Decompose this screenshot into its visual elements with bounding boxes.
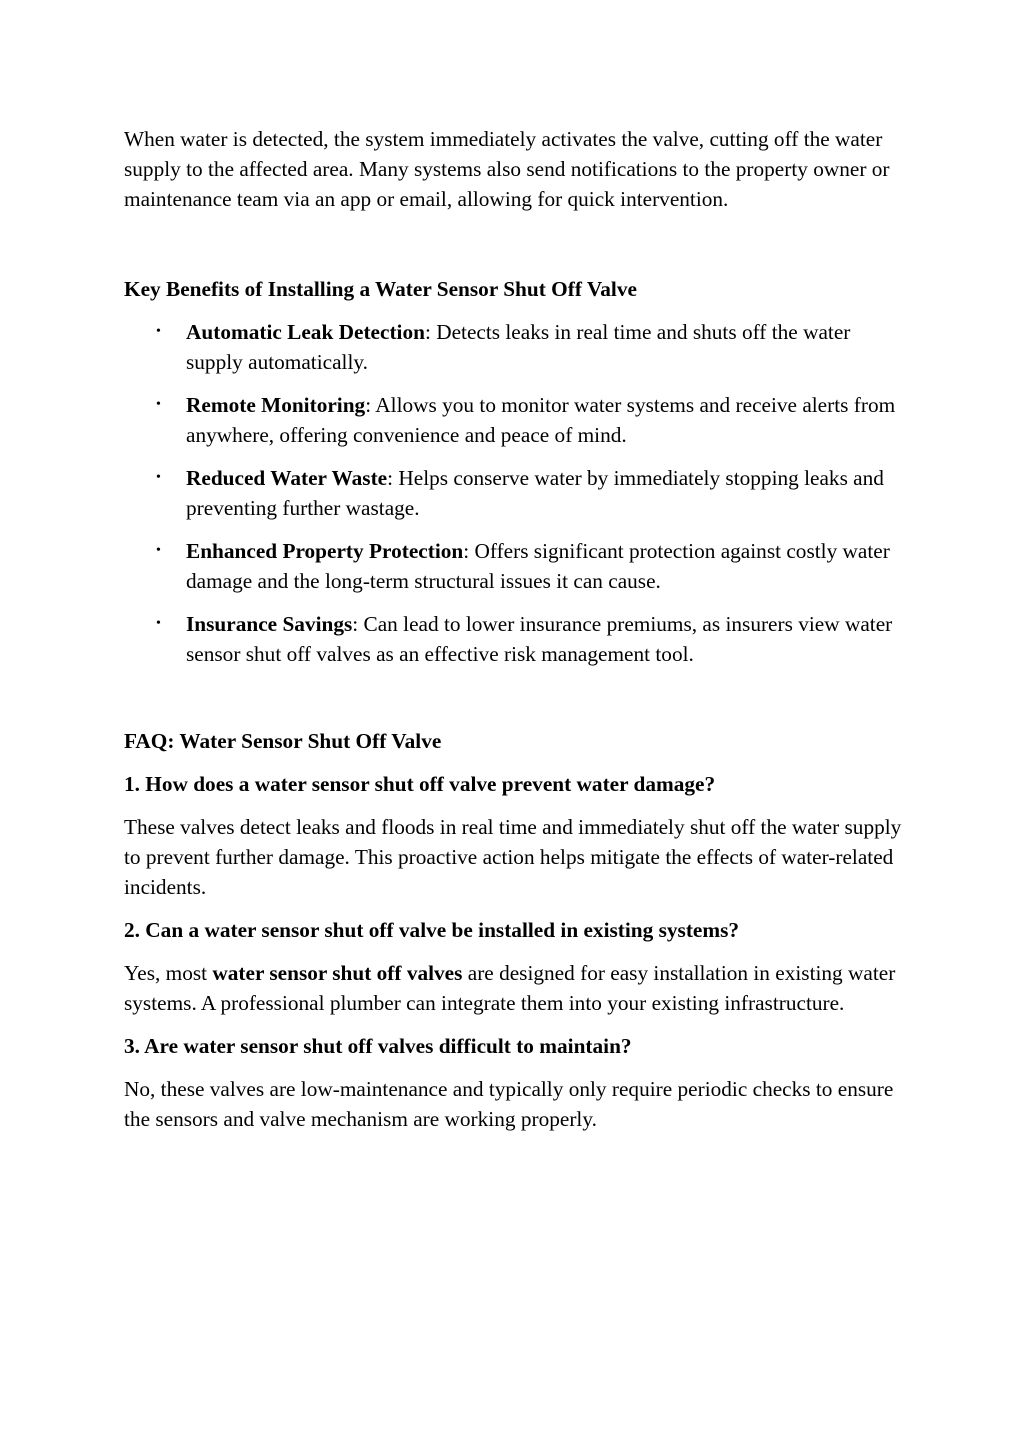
list-item	[156, 609, 904, 669]
benefit-text: : Helps conserve water by immediately stopping leaks and preventing further wastage.	[186, 466, 884, 520]
faq-answer	[124, 812, 904, 902]
intro-paragraph: When water is detected, the system immediately activates the valve, cutting off the water supply to the affected area. Many systems also send notifications to the property owner or maintenance team via an app or email, allowing for quick intervention.	[124, 127, 890, 211]
bullet-icon: •	[156, 324, 161, 339]
bullet-icon: •	[156, 616, 161, 631]
faq-question: 2. Can a water sensor shut off valve be installed in existing systems?	[124, 918, 740, 942]
list-item	[156, 536, 904, 596]
faq-answer	[124, 1074, 904, 1134]
benefits-heading: Key Benefits of Installing a Water Sensor Shut Off Valve	[124, 277, 637, 301]
faq-answer-text: are designed for easy installation in existing water systems. A professional plumber can integrate them into your existing infrastructure.	[124, 961, 896, 1015]
faq-answer	[124, 958, 904, 1018]
faq-question: 1. How does a water sensor shut off valve prevent water damage?	[124, 772, 716, 796]
benefit-term: Reduced Water Waste	[186, 466, 388, 490]
benefit-term: Enhanced Property Protection	[186, 539, 464, 563]
benefit-term: Insurance Savings	[186, 612, 353, 636]
list-item	[156, 390, 904, 450]
benefit-text: : Detects leaks in real time and shuts off the water supply automatically.	[186, 320, 851, 374]
faq-answer-text: No, these valves are low-maintenance and typically only require periodic checks to ensure the sensors and valve mechanism are working properly.	[124, 1077, 894, 1131]
faq-answer-text: These valves detect leaks and floods in real time and immediately shut off the water supply to prevent further damage. This proactive action helps mitigate the effects of water-related incidents.	[124, 815, 902, 899]
benefit-term: Automatic Leak Detection	[186, 320, 425, 344]
bullet-icon: •	[156, 543, 161, 558]
faq-answer-text: Yes, most	[124, 961, 213, 985]
bullet-icon: •	[156, 470, 161, 485]
benefit-text: : Can lead to lower insurance premiums, as insurers view water sensor shut off valves as an effective risk management tool.	[186, 612, 893, 666]
list-item	[156, 463, 904, 523]
benefit-term: Remote Monitoring	[186, 393, 366, 417]
faq-heading: FAQ: Water Sensor Shut Off Valve	[124, 729, 442, 753]
document-page	[124, 124, 904, 1147]
faq-question: 3. Are water sensor shut off valves difficult to maintain?	[124, 1034, 632, 1058]
bullet-icon: •	[156, 397, 161, 412]
benefits-list	[124, 317, 904, 669]
benefit-text: : Offers significant protection against costly water damage and the long-term structural issues it can cause.	[186, 539, 890, 593]
benefit-text: : Allows you to monitor water systems and receive alerts from anywhere, offering convenience and peace of mind.	[186, 393, 896, 447]
list-item	[156, 317, 904, 377]
faq-answer-emphasis: water sensor shut off valves	[212, 961, 463, 985]
